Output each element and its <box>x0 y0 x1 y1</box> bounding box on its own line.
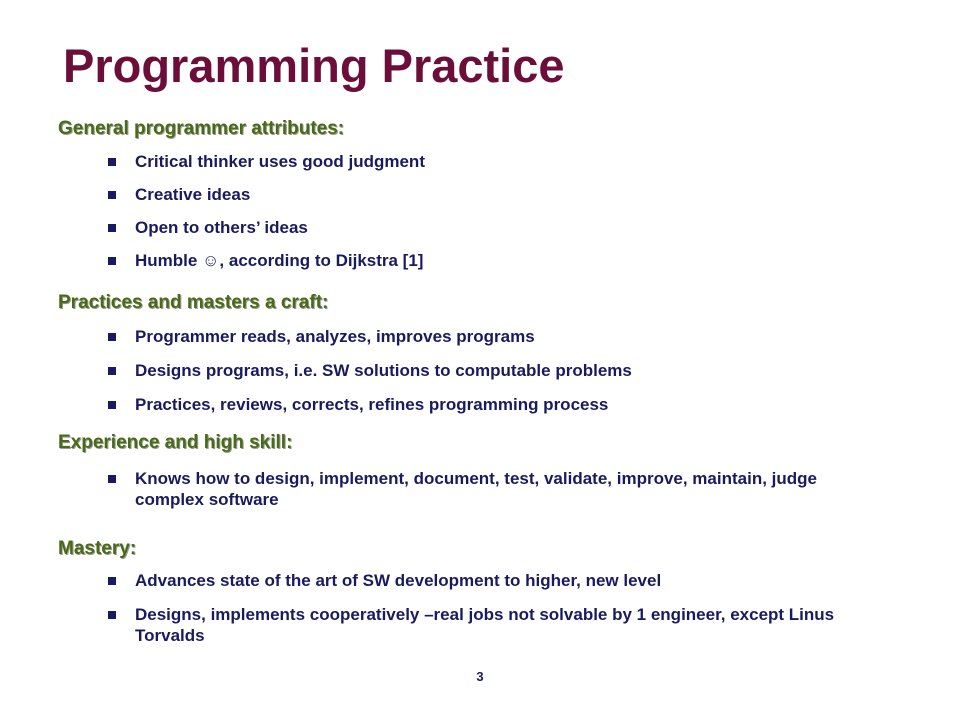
bullet-text: Creative ideas <box>135 185 251 204</box>
section-experience <box>58 432 918 510</box>
square-bullet-icon <box>108 611 116 619</box>
square-bullet-icon <box>108 333 116 341</box>
section-heading: General programmer attributes: <box>58 118 345 139</box>
bullet-list <box>58 468 918 510</box>
bullet-item <box>58 394 918 415</box>
bullet-item <box>58 468 918 510</box>
section-heading: Practices and masters a craft: <box>58 292 329 313</box>
bullet-item <box>58 250 918 271</box>
square-bullet-icon <box>108 224 116 232</box>
square-bullet-icon <box>108 257 116 265</box>
bullet-text: Humble ☺, according to Dijkstra [1] <box>135 251 424 270</box>
bullet-item <box>58 604 918 646</box>
bullet-item <box>58 360 918 381</box>
bullet-item <box>58 217 918 238</box>
bullet-text: Designs programs, i.e. SW solutions to computable problems <box>135 361 632 380</box>
bullet-text: Open to others’ ideas <box>135 218 308 237</box>
square-bullet-icon <box>108 577 116 585</box>
section-heading: Experience and high skill: <box>58 432 293 453</box>
bullet-text: Knows how to design, implement, document, test, validate, improve, maintain, judge complex software <box>135 469 817 509</box>
bullet-item <box>58 326 918 347</box>
bullet-list <box>58 570 918 646</box>
bullet-text: Critical thinker uses good judgment <box>135 152 425 171</box>
section-mastery <box>58 538 918 646</box>
square-bullet-icon <box>108 401 116 409</box>
section-heading: Mastery: <box>58 538 137 559</box>
square-bullet-icon <box>108 158 116 166</box>
square-bullet-icon <box>108 367 116 375</box>
section-general-attributes <box>58 118 918 271</box>
square-bullet-icon <box>108 475 116 483</box>
bullet-text: Designs, implements cooperatively –real jobs not solvable by 1 engineer, except Linus Torvalds <box>135 605 835 645</box>
bullet-item <box>58 570 918 591</box>
section-craft <box>58 292 918 415</box>
bullet-list <box>58 326 918 415</box>
square-bullet-icon <box>108 191 116 199</box>
page-number: 3 <box>476 669 484 684</box>
bullet-list <box>58 151 918 271</box>
slide-title: Programming Practice <box>63 39 565 92</box>
bullet-item <box>58 151 918 172</box>
bullet-text: Programmer reads, analyzes, improves programs <box>135 327 535 346</box>
bullet-item <box>58 184 918 205</box>
bullet-text: Advances state of the art of SW development to higher, new level <box>135 571 662 590</box>
bullet-text: Practices, reviews, corrects, refines programming process <box>135 395 609 414</box>
